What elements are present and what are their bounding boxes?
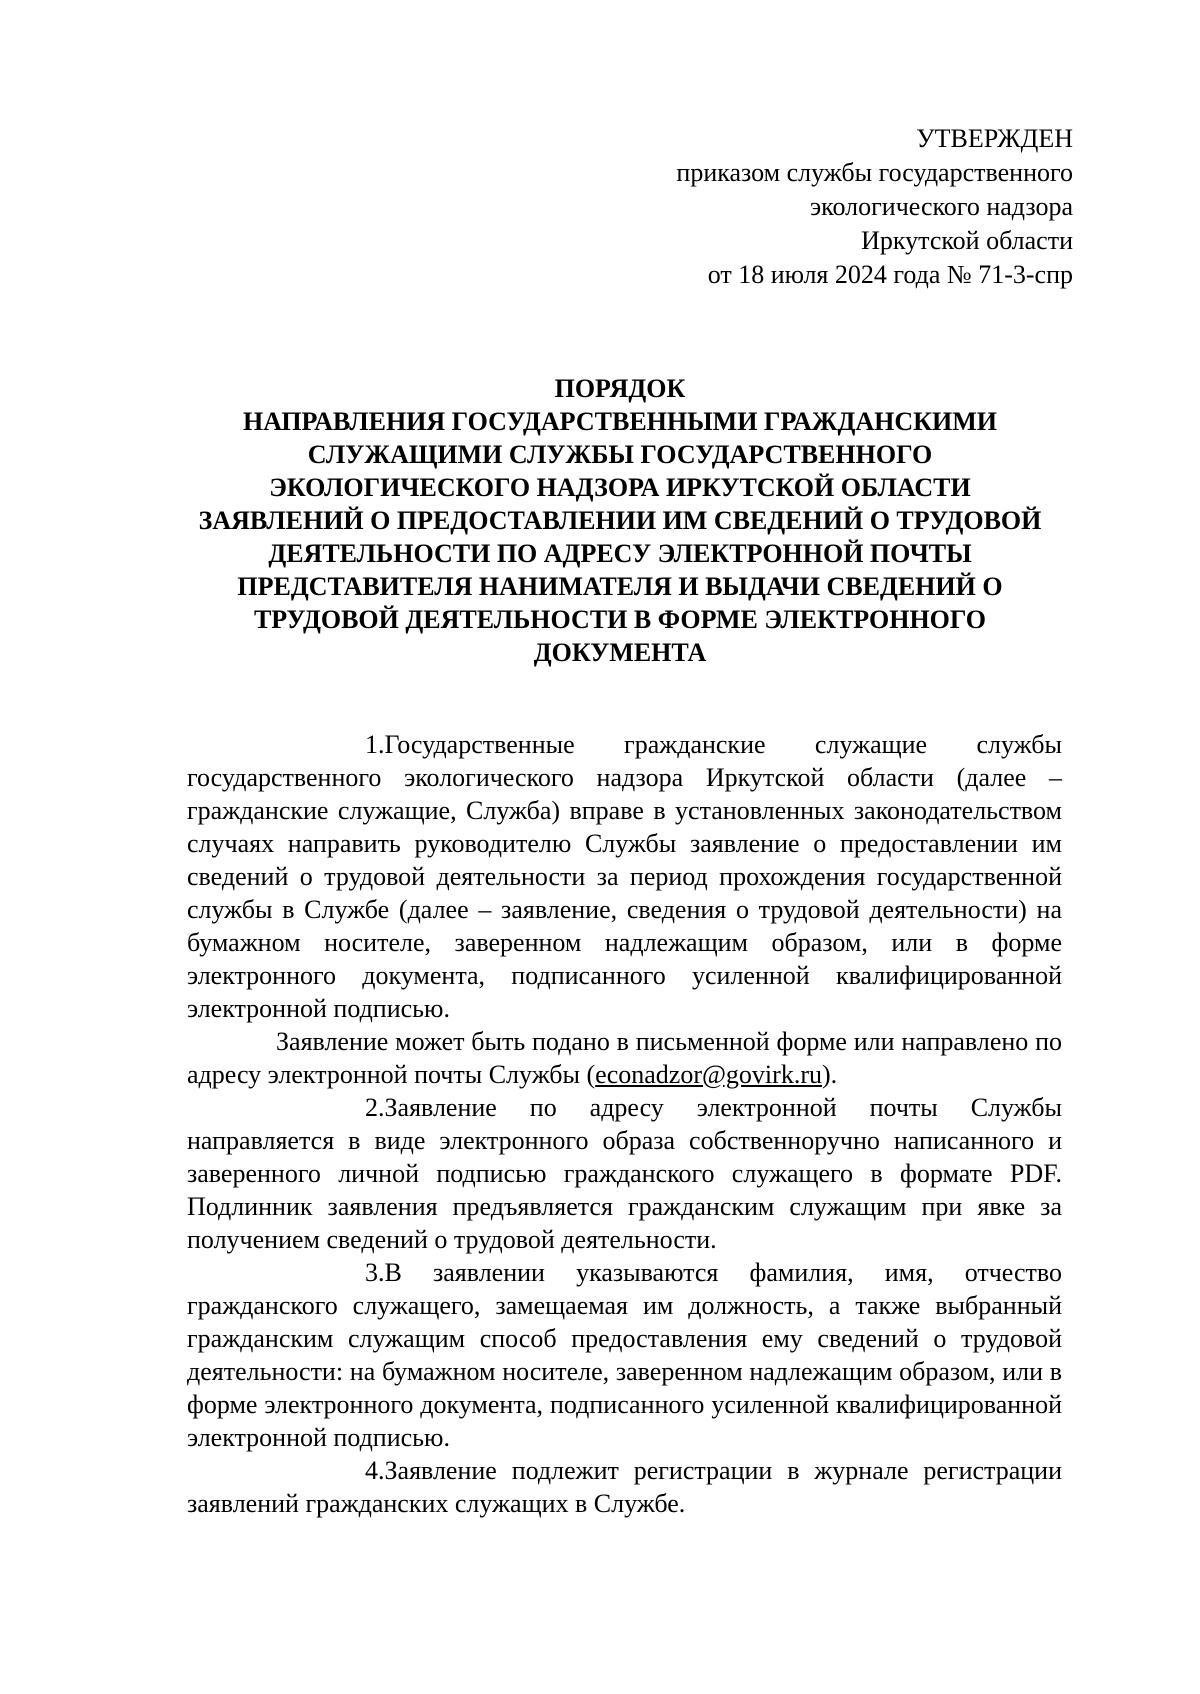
email-link[interactable]: econadzor@govirk.ru <box>595 1060 822 1089</box>
title-line: ТРУДОВОЙ ДЕЯТЕЛЬНОСТИ В ФОРМЕ ЭЛЕКТРОННОГО <box>253 605 987 634</box>
paragraph-text: ). <box>821 1060 838 1089</box>
paragraph-number: 2. <box>365 1093 385 1122</box>
document-body <box>187 728 1062 1520</box>
paragraph-text: Заявление может быть подано в письменной форме или направлено по адресу электронной почты Службы ( <box>187 1027 1062 1089</box>
title-line: ЗАЯВЛЕНИЙ О ПРЕДОСТАВЛЕНИИ ИМ СВЕДЕНИЙ О ТРУДОВОЙ <box>198 506 1042 535</box>
paragraph-text: Государственные гражданские служащие службы государственного экологического надзора Иркутской области (далее – гражданские служащие, Служба) вправе в установленных законодательством случаях направить руководителю Службы заявление о предоставлении им сведений о трудовой деятельности за период прохождения государственной службы в Службе (далее – заявление, сведения о трудовой деятельности) на бумажном носителе, заверенном надлежащим образом, или в форме электронного документа, подписанного усиленной квалифицированной электронной подписью. <box>187 730 1062 1023</box>
paragraph-1 <box>187 728 1062 1025</box>
paragraph-text: В заявлении указываются фамилия, имя, отчество гражданского служащего, замещаемая им должность, а также выбранный гражданским служащим способ предоставления ему сведений о трудовой деятельности: на бумажном носителе, заверенном надлежащим образом, или в форме электронного документа, подписанного усиленной квалифицированной электронной подписью. <box>187 1258 1062 1452</box>
title-line: СЛУЖАЩИМИ СЛУЖБЫ ГОСУДАРСТВЕННОГО <box>307 440 933 469</box>
paragraph-2 <box>187 1091 1062 1256</box>
paragraph-3 <box>187 1256 1062 1454</box>
title-line: ПРЕДСТАВИТЕЛЯ НАНИМАТЕЛЯ И ВЫДАЧИ СВЕДЕНИЙ О <box>237 572 1003 601</box>
title-line: ДОКУМЕНТА <box>533 638 707 667</box>
paragraph-number: 1. <box>365 730 385 759</box>
paragraph-text: Заявление подлежит регистрации в журнале регистрации заявлений гражданских служащих в Службе. <box>187 1456 1062 1518</box>
approval-heading: УТВЕРЖДЕН <box>916 124 1073 153</box>
title-line: ДЕЯТЕЛЬНОСТИ ПО АДРЕСУ ЭЛЕКТРОННОЙ ПОЧТЫ <box>268 539 972 568</box>
document-title <box>170 372 1070 669</box>
title-line: ПОРЯДОК <box>554 374 686 403</box>
approval-date: от 18 июля 2024 года № 71-3-спр <box>707 260 1073 289</box>
paragraph-text: Заявление по адресу электронной почты Службы направляется в виде электронного образа собственноручно написанного и заверенного личной подписью гражданского служащего в формате PDF. Подлинник заявления предъявляется гражданским служащим при явке за получением сведений о трудовой деятельности. <box>187 1093 1062 1254</box>
title-line: ЭКОЛОГИЧЕСКОГО НАДЗОРА ИРКУТСКОЙ ОБЛАСТИ <box>269 473 971 502</box>
approval-stamp <box>513 122 1073 292</box>
approval-line: приказом службы государственного <box>676 158 1073 187</box>
approval-line: экологического надзора <box>810 192 1073 221</box>
title-line: НАПРАВЛЕНИЯ ГОСУДАРСТВЕННЫМИ ГРАЖДАНСКИМИ <box>242 407 997 436</box>
approval-line: Иркутской области <box>861 226 1073 255</box>
paragraph-4 <box>187 1454 1062 1520</box>
paragraph-1-continuation <box>187 1025 1062 1091</box>
paragraph-number: 3. <box>365 1258 385 1287</box>
paragraph-number: 4. <box>365 1456 385 1485</box>
